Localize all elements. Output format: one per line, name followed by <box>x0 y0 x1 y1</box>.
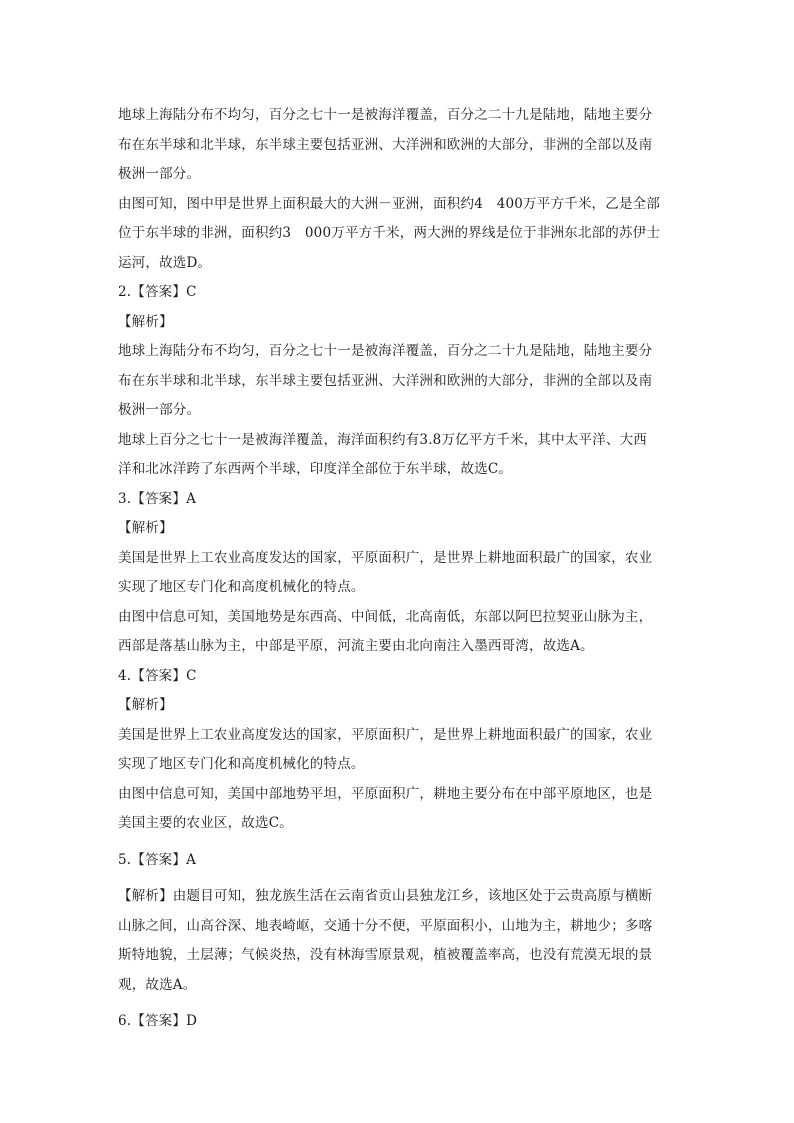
text-line: 实现了地区专门化和高度机械化的特点。 <box>118 756 365 772</box>
text-line: 实现了地区专门化和高度机械化的特点。 <box>118 579 365 595</box>
text-line: 6.【答案】D <box>118 1013 198 1029</box>
text-line: 3.【答案】A <box>118 490 197 507</box>
text-line: 由图可知，图中甲是世界上面积最大的大洲－亚洲，面积约4 400万平方千米，乙是全部 <box>118 195 661 212</box>
text-line: 山脉之间，山高谷深、地表崎岖，交通十分不便，平原面积小，山地为主，耕地少；多喀 <box>118 917 653 934</box>
text-line: 极洲一部分。 <box>118 402 201 418</box>
text-line: 观，故选A。 <box>118 976 197 993</box>
text-line: 斯特地貌，土层薄；气候炎热，没有林海雪原景观，植被覆盖率高，也没有荒漠无垠的景 <box>118 947 653 963</box>
text-line: 运河，故选D。 <box>118 254 212 271</box>
document-body <box>118 101 678 1037</box>
text-line: 2.【答案】C <box>118 284 197 300</box>
paragraph-gap <box>118 839 678 846</box>
text-line: 5.【答案】A <box>118 851 197 868</box>
text-line: 位于东半球的非洲，面积约3 000万平方千米，两大洲的界线是位于非洲东北部的苏伊士 <box>118 225 661 241</box>
text-line: 由图中信息可知，美国中部地势平坦，平原面积广，耕地主要分布在中部平原地区，也是 <box>118 785 653 802</box>
text-line: 地球上海陆分布不均匀，百分之七十一是被海洋覆盖，百分之二十九是陆地，陆地主要分 <box>118 107 653 123</box>
text-line: 由图中信息可知，美国地势是东西高、中间低，北高南低，东部以阿巴拉契亚山脉为主， <box>118 608 653 625</box>
text-line: 西部是落基山脉为主，中部是平原，河流主要由北向南注入墨西哥湾，故选A。 <box>118 638 594 654</box>
text-line: 美国是世界上工农业高度发达的国家，平原面积广，是世界上耕地面积最广的国家，农业 <box>118 549 653 566</box>
text-line: 洋和北冰洋跨了东西两个半球，印度洋全部位于东半球，故选C。 <box>118 461 513 477</box>
text-line: 【解析】 <box>118 520 173 536</box>
text-line: 【解析】 <box>118 313 173 330</box>
text-line: 4.【答案】C <box>118 667 197 684</box>
paragraph-gap <box>118 1000 678 1007</box>
text-line: 地球上百分之七十一是被海洋覆盖，海洋面积约有3.8万亿平方千米，其中太平洋、大西 <box>118 431 647 448</box>
text-line: 美国主要的农业区，故选C。 <box>118 815 293 831</box>
text-line: 布在东半球和北半球，东半球主要包括亚洲、大洋洲和欧洲的大部分，非洲的全部以及南 <box>118 136 653 153</box>
text-line: 地球上海陆分布不均匀，百分之七十一是被海洋覆盖，百分之二十九是陆地，陆地主要分 <box>118 343 653 359</box>
text-line: 【解析】 <box>118 697 173 713</box>
text-line: 布在东半球和北半球，东半球主要包括亚洲、大洋洲和欧洲的大部分，非洲的全部以及南 <box>118 372 653 389</box>
paragraph-gap <box>118 875 678 882</box>
text-line: 【解析】由题目可知，独龙族生活在云南省贡山县独龙江乡，该地区处于云贵高原与横断 <box>118 888 653 904</box>
text-line: 美国是世界上工农业高度发达的国家，平原面积广，是世界上耕地面积最广的国家，农业 <box>118 726 653 743</box>
text-line: 极洲一部分。 <box>118 166 201 182</box>
